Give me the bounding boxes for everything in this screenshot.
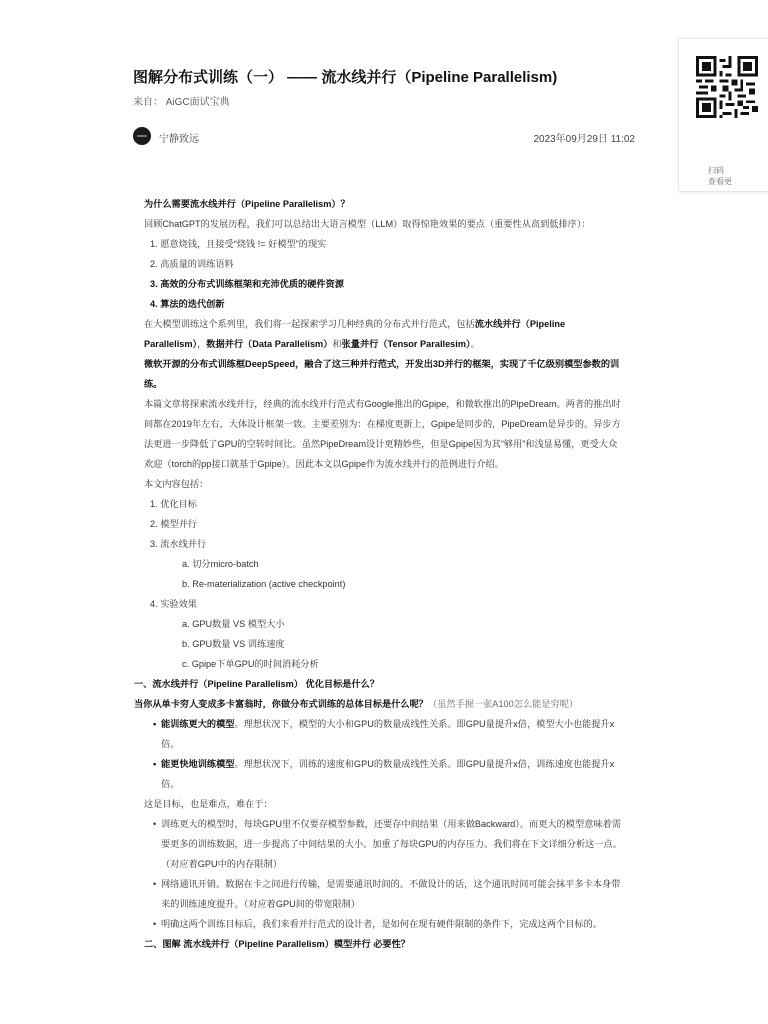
factors-list — [144, 234, 624, 314]
list-item: • 明确这两个训练目标后，我们来看并行范式的设计者，是如何在现有硬件限制的条件下，完成这两个目标的。 — [144, 914, 624, 934]
toc-subitem: a. GPU数量 VS 模型大小 — [182, 619, 285, 629]
series-text: 在大模型训练这个系列里，我们将一起探索学习几种经典的分布式并行范式，包括 — [144, 319, 475, 329]
toc-intro: 本文内容包括： — [144, 479, 209, 489]
author-avatar[interactable] — [133, 127, 151, 145]
toc-list — [144, 494, 624, 554]
goal-question-note: （虽然手握一张A100怎么能是穷呢） — [428, 699, 579, 709]
toc-subitem: b. GPU数量 VS 训练速度 — [182, 639, 285, 649]
publish-date: 2023年09月29日 11:02 — [533, 134, 635, 145]
goal-bold: 能训练更大的模型 — [161, 719, 235, 729]
conjunction: 和 — [332, 339, 342, 349]
list-item — [144, 754, 624, 794]
goal-bold: 能更快地训练模型 — [161, 759, 235, 769]
qr-panel — [678, 38, 768, 192]
series-paragraph — [144, 314, 624, 354]
goal-question-text: 当你从单卡穷人变成多卡富翁时，你做分布式训练的总体目标是什么呢？ — [134, 699, 428, 709]
list-item: 1. 愿意烧钱，且接受“烧钱 != 好模型”的现实 — [150, 239, 327, 249]
intro-paragraph: 回顾ChatGPT的发展历程，我们可以总结出大语言模型（LLM）取得惊艳效果的要点（重要性从高到低排序）： — [144, 219, 591, 229]
pipeline-term: 流水线并行（Pipeline Parallelism） — [144, 319, 566, 349]
period: 。 — [470, 339, 480, 349]
comma: ， — [197, 339, 207, 349]
section2-heading: 二、图解 流水线并行（Pipeline Parallelism）模型并行 必要性？ — [144, 939, 410, 949]
section1-heading: 一、流水线并行（Pipeline Parallelism） 优化目标是什么？ — [134, 679, 380, 689]
article-title: 图解分布式训练（一） —— 流水线并行（Pipeline Parallelism) — [133, 69, 558, 86]
goal-text: 。理想状况下，模型的大小和GPU的数量成线性关系。即GPU量提升x倍，模型大小也能提升x倍。 — [161, 719, 615, 749]
toc-sublist — [144, 554, 624, 594]
tensor-parallel-term: 张量并行（Tensor Parallesim） — [341, 339, 471, 349]
article-body — [134, 194, 624, 954]
toc-subitem: c. Gpipe下单GPU的时间消耗分析 — [182, 659, 319, 669]
question-why-heading: 为什么需要流水线并行（Pipeline Parallelism）？ — [144, 199, 350, 209]
list-item: 2. 高质量的训练语料 — [150, 259, 234, 269]
qr-code-icon — [696, 56, 758, 118]
toc-item: 1. 优化目标 — [150, 499, 197, 509]
toc-subitem: b. Re-materialization (active checkpoint) — [182, 579, 346, 589]
author-row — [133, 126, 635, 146]
toc-sublist — [144, 614, 624, 674]
qr-caption-view: 查看更 — [708, 177, 732, 186]
list-item — [144, 714, 624, 754]
article-source: 来自： AiGC面试宝典 — [133, 97, 230, 108]
goal-question — [134, 694, 624, 714]
goal-text: 。理想状况下，训练的速度和GPU的数量成线性关系。即GPU量提升x倍，训练速度也能提升x倍。 — [161, 759, 615, 789]
toc-subitem: a. 切分micro-batch — [182, 559, 259, 569]
toc-item: 3. 流水线并行 — [150, 539, 207, 549]
toc-item: 4. 实验效果 — [150, 599, 197, 609]
goals-list — [144, 714, 624, 794]
toc-item: 2. 模型并行 — [150, 519, 197, 529]
difficulties-list — [144, 814, 624, 934]
list-item: • 训练更大的模型时，每块GPU里不仅要存模型参数，还要存中间结果（用来做Backward）。而更大的模型意味着需要更多的训练数据，进一步提高了中间结果的大小。加重了每块GPU的内存压力。我们将在下文详细分析这一点。（对应着GPU中的内存限制） — [144, 814, 624, 874]
author-name[interactable]: 宁静致远 — [159, 134, 199, 145]
deepspeed-paragraph: 微软开源的分布式训练框DeepSpeed，融合了这三种并行范式，开发出3D并行的框架，实现了千亿级别模型参数的训练。 — [144, 359, 620, 389]
toc-list-cont — [144, 594, 624, 614]
list-item: • 网络通讯开销。数据在卡之间进行传输，是需要通讯时间的。不做设计的话，这个通讯时间可能会抹平多卡本身带来的训练速度提升。（对应着GPU间的带宽限制） — [144, 874, 624, 914]
list-item: 3. 高效的分布式训练框架和充沛优质的硬件资源 — [150, 279, 344, 289]
difficulty-intro: 这是目标，也是难点，难在于： — [144, 799, 273, 809]
list-item: 4. 算法的迭代创新 — [150, 299, 225, 309]
data-parallel-term: 数据并行（Data Parallelism） — [206, 339, 333, 349]
gpipe-paragraph: 本篇文章将探索流水线并行，经典的流水线并行范式有Google推出的Gpipe，和微软推出的PipeDream。两者的推出时间都在2019年左右，大体设计框架一致。主要差别为：在梯度更新上，Gpipe是同步的，PipeDream是异步的。异步方法更进一步降低了GPU的空转时间比。虽然PipeDream设计更精妙些，但是Gpipe因为其“够用”和浅显易懂，更受大众欢迎（torch的pp接口就基于Gpipe）。因此本文以Gpipe作为流水线并行的范例进行介绍。 — [144, 399, 621, 469]
qr-caption-scan: 扫码 — [708, 166, 724, 175]
